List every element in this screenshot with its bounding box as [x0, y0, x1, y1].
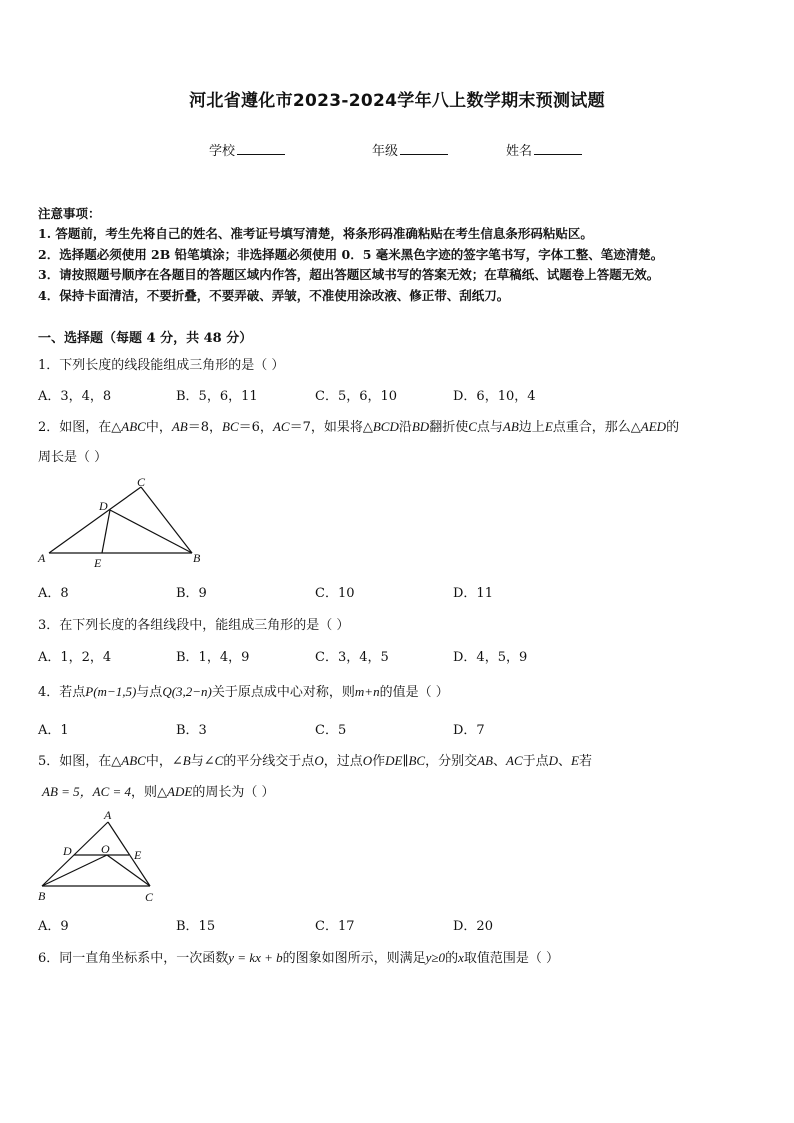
q1-option-b[interactable]: B．5，6，11: [176, 389, 258, 404]
segment-de: [102, 510, 110, 553]
question-4-stem: 4．若点P(m−1,5)与点Q(3,2−n)关于原点成中心对称，则m+n的值是（ ）: [38, 684, 449, 700]
question-5-stem: 5．如图，在△ABC中，∠B与∠C的平分线交于点O，过点O作DE∥BC，分别交AB、AC于点D、E若: [38, 753, 593, 769]
segment-ab: [42, 822, 108, 886]
note-item: 2．选择题必须使用 2B 铅笔填涂；非选择题必须使用 0．5 毫米黑色字迹的签字笔书写，字体工整、笔迹清楚。: [38, 247, 664, 262]
q3-option-b[interactable]: B．1，4，9: [176, 650, 250, 665]
q3-option-d[interactable]: D．4，5，9: [453, 650, 528, 665]
name-blank[interactable]: [534, 142, 582, 155]
segment-db: [110, 510, 192, 553]
q5-option-d[interactable]: D．20: [453, 919, 493, 934]
question-6-stem: 6．同一直角坐标系中，一次函数y = kx + b的图象如图所示，则满足y≥0的x取值范围是（ ）: [38, 950, 559, 966]
note-item: 3．请按照题号顺序在各题目的答题区域内作答，超出答题区域书写的答案无效；在草稿纸、试题卷上答题无效。: [38, 267, 660, 282]
q4-option-c[interactable]: C．5: [315, 723, 347, 738]
q2-option-c[interactable]: C．10: [315, 586, 355, 601]
q4-option-b[interactable]: B．3: [176, 723, 207, 738]
q2-triangle-figure: [30, 470, 210, 575]
label-c: C: [137, 475, 146, 489]
q1-option-a[interactable]: A．3，4，8: [38, 389, 112, 404]
note-item: 1. 答题前，考生先将自己的姓名、准考证号填写清楚，将条形码准确粘贴在考生信息条形码粘贴区。: [38, 226, 593, 241]
question-5-stem-cont: AB = 5，AC = 4，则△ADE的周长为（ ）: [42, 784, 275, 800]
label-d: D: [99, 499, 108, 513]
label-d: D: [63, 844, 72, 858]
name-field: [506, 140, 582, 159]
question-1-stem: 1．下列长度的线段能组成三角形的是（ ）: [38, 358, 285, 373]
q5-option-c[interactable]: C．17: [315, 919, 355, 934]
school-blank[interactable]: [237, 142, 285, 155]
grade-blank[interactable]: [400, 142, 448, 155]
q1-option-c[interactable]: C．5，6，10: [315, 389, 398, 404]
label-a: A: [38, 551, 46, 565]
label-b: B: [38, 889, 46, 903]
q4-option-a[interactable]: A．1: [38, 723, 69, 738]
note-item: 4．保持卡面清洁，不要折叠，不要弄破、弄皱，不准使用涂改液、修正带、刮纸刀。: [38, 288, 510, 303]
label-e: E: [94, 556, 102, 570]
question-2-stem: 2．如图，在△ABC中，AB＝8，BC＝6，AC＝7，如果将△BCD沿BD翻折使C点与AB边上E点重合，那么△AED的: [38, 419, 680, 435]
label-a: A: [104, 808, 112, 822]
q5-option-b[interactable]: B．15: [176, 919, 216, 934]
question-3-stem: 3．在下列长度的各组线段中，能组成三角形的是（ ）: [38, 618, 350, 633]
q3-option-a[interactable]: A．1，2，4: [38, 650, 112, 665]
notes-heading: 注意事项：: [38, 206, 101, 221]
q3-option-c[interactable]: C．3，4，5: [315, 650, 389, 665]
question-2-stem-cont: 周长是（ ）: [38, 450, 108, 465]
segment-bo: [42, 855, 107, 886]
label-e: E: [134, 848, 142, 862]
segment-ac: [49, 487, 141, 553]
grade-field: [372, 140, 448, 159]
q1-option-d[interactable]: D．6，10，4: [453, 389, 536, 404]
q5-triangle-figure: [30, 806, 160, 906]
page-title: 河北省遵化市2023-2024学年八上数学期末预测试题: [189, 91, 605, 111]
segment-cb: [141, 487, 192, 553]
label-o: O: [101, 842, 110, 856]
q4-option-d[interactable]: D．7: [453, 723, 485, 738]
grade-label: 年级: [372, 144, 399, 159]
q2-option-a[interactable]: A．8: [38, 586, 69, 601]
name-label: 姓名: [506, 144, 533, 159]
q2-option-d[interactable]: D．11: [453, 586, 493, 601]
school-field: [209, 140, 285, 159]
q2-option-b[interactable]: B．9: [176, 586, 207, 601]
segment-co: [107, 855, 150, 886]
label-c: C: [145, 890, 154, 904]
label-b: B: [193, 551, 201, 565]
school-label: 学校: [209, 144, 236, 159]
segment-ac: [108, 822, 150, 886]
section-heading: 一、选择题（每题 4 分，共 48 分）: [38, 331, 253, 346]
q5-option-a[interactable]: A．9: [38, 919, 69, 934]
